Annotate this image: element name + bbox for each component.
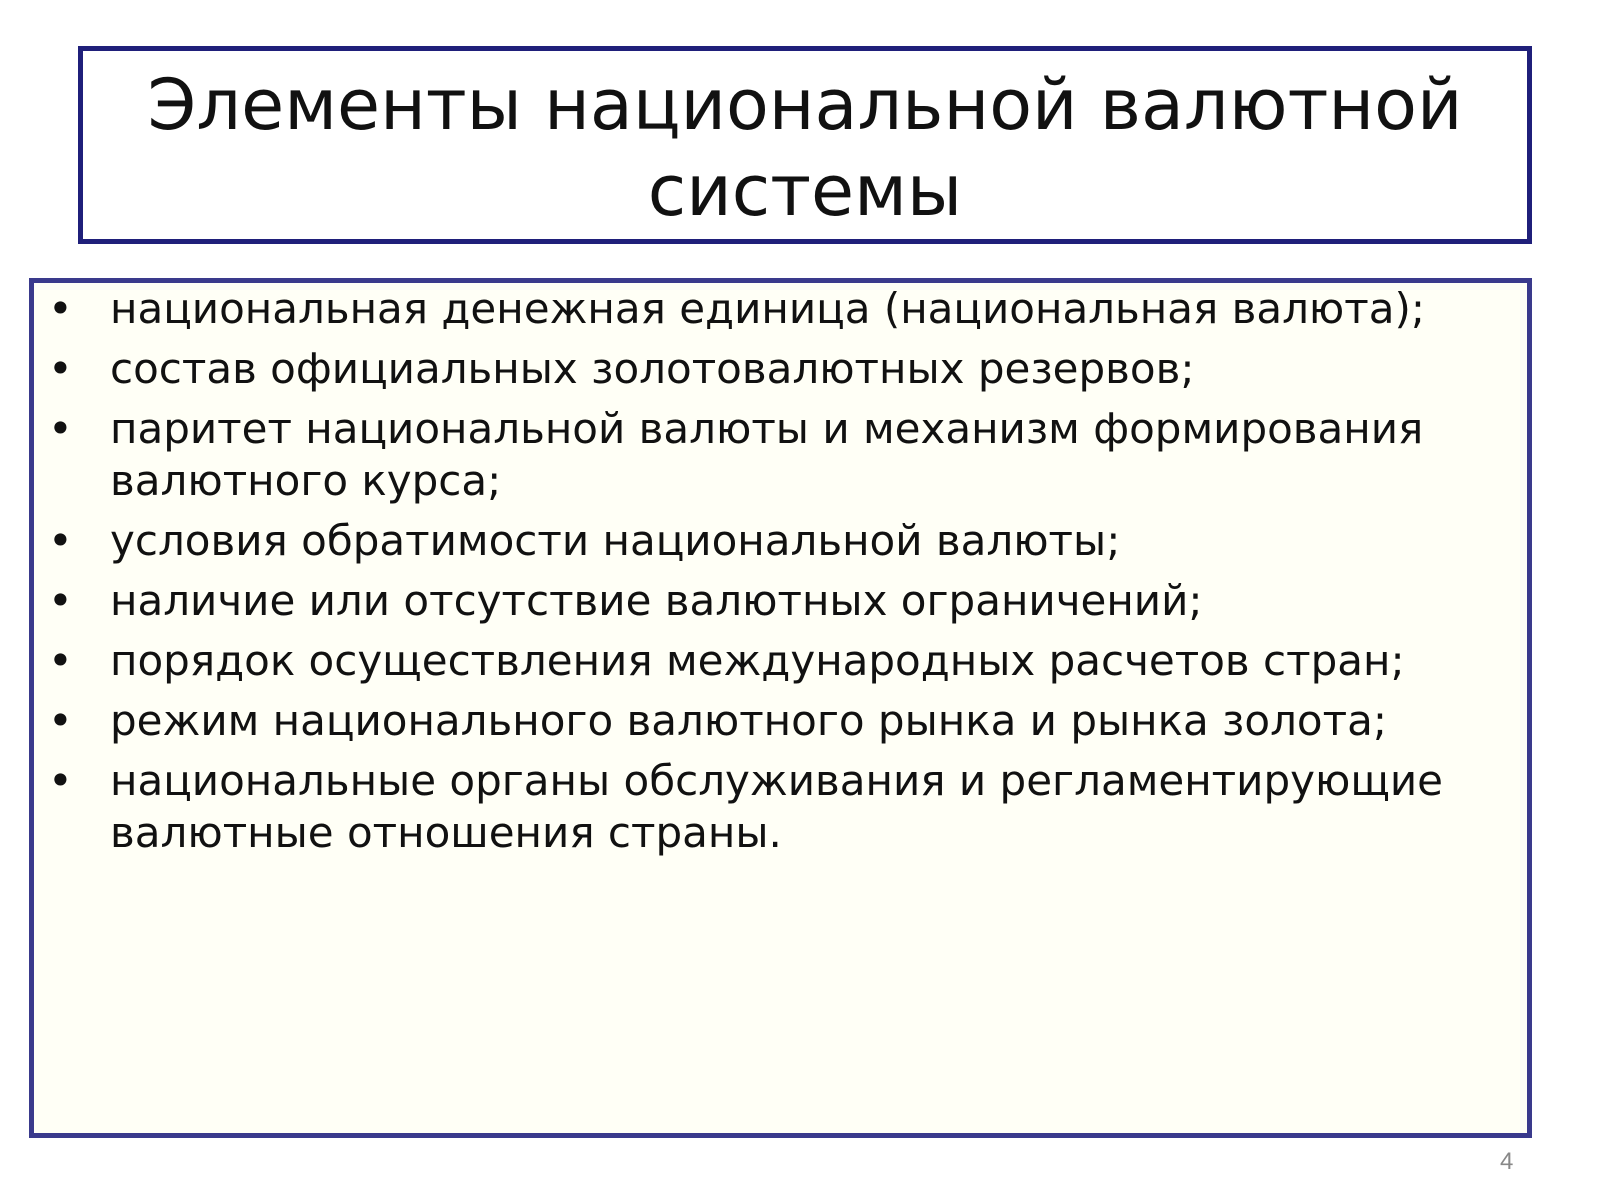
bullet-icon: • bbox=[48, 404, 73, 453]
list-item-text: условия обратимости национальной валюты; bbox=[110, 516, 1121, 565]
page-number: 4 bbox=[1500, 1148, 1514, 1175]
slide-content-box bbox=[29, 278, 1532, 1138]
list-item-text: паритет национальной валюты и механизм формирования валютного курса; bbox=[110, 404, 1424, 505]
slide-title-box bbox=[78, 46, 1532, 244]
slide-title: Элементы национальной валютной системы bbox=[147, 64, 1463, 232]
bullet-icon: • bbox=[48, 284, 73, 333]
list-item bbox=[34, 635, 1527, 687]
list-item-text: порядок осуществления международных расчетов стран; bbox=[110, 636, 1405, 685]
list-item bbox=[34, 343, 1527, 395]
list-item-text: наличие или отсутствие валютных ограничений; bbox=[110, 576, 1203, 625]
bullet-list bbox=[34, 283, 1527, 867]
bullet-icon: • bbox=[48, 756, 73, 805]
list-item bbox=[34, 403, 1527, 507]
list-item-text: состав официальных золотовалютных резервов; bbox=[110, 344, 1195, 393]
list-item bbox=[34, 515, 1527, 567]
list-item bbox=[34, 283, 1527, 335]
list-item bbox=[34, 755, 1527, 859]
bullet-icon: • bbox=[48, 516, 73, 565]
list-item-text: режим национального валютного рынка и рынка золота; bbox=[110, 696, 1387, 745]
list-item bbox=[34, 575, 1527, 627]
bullet-icon: • bbox=[48, 696, 73, 745]
bullet-icon: • bbox=[48, 344, 73, 393]
list-item-text: национальная денежная единица (национальная валюта); bbox=[110, 284, 1426, 333]
list-item-text: национальные органы обслуживания и регламентирующие валютные отношения страны. bbox=[110, 756, 1444, 857]
list-item bbox=[34, 695, 1527, 747]
bullet-icon: • bbox=[48, 636, 73, 685]
bullet-icon: • bbox=[48, 576, 73, 625]
